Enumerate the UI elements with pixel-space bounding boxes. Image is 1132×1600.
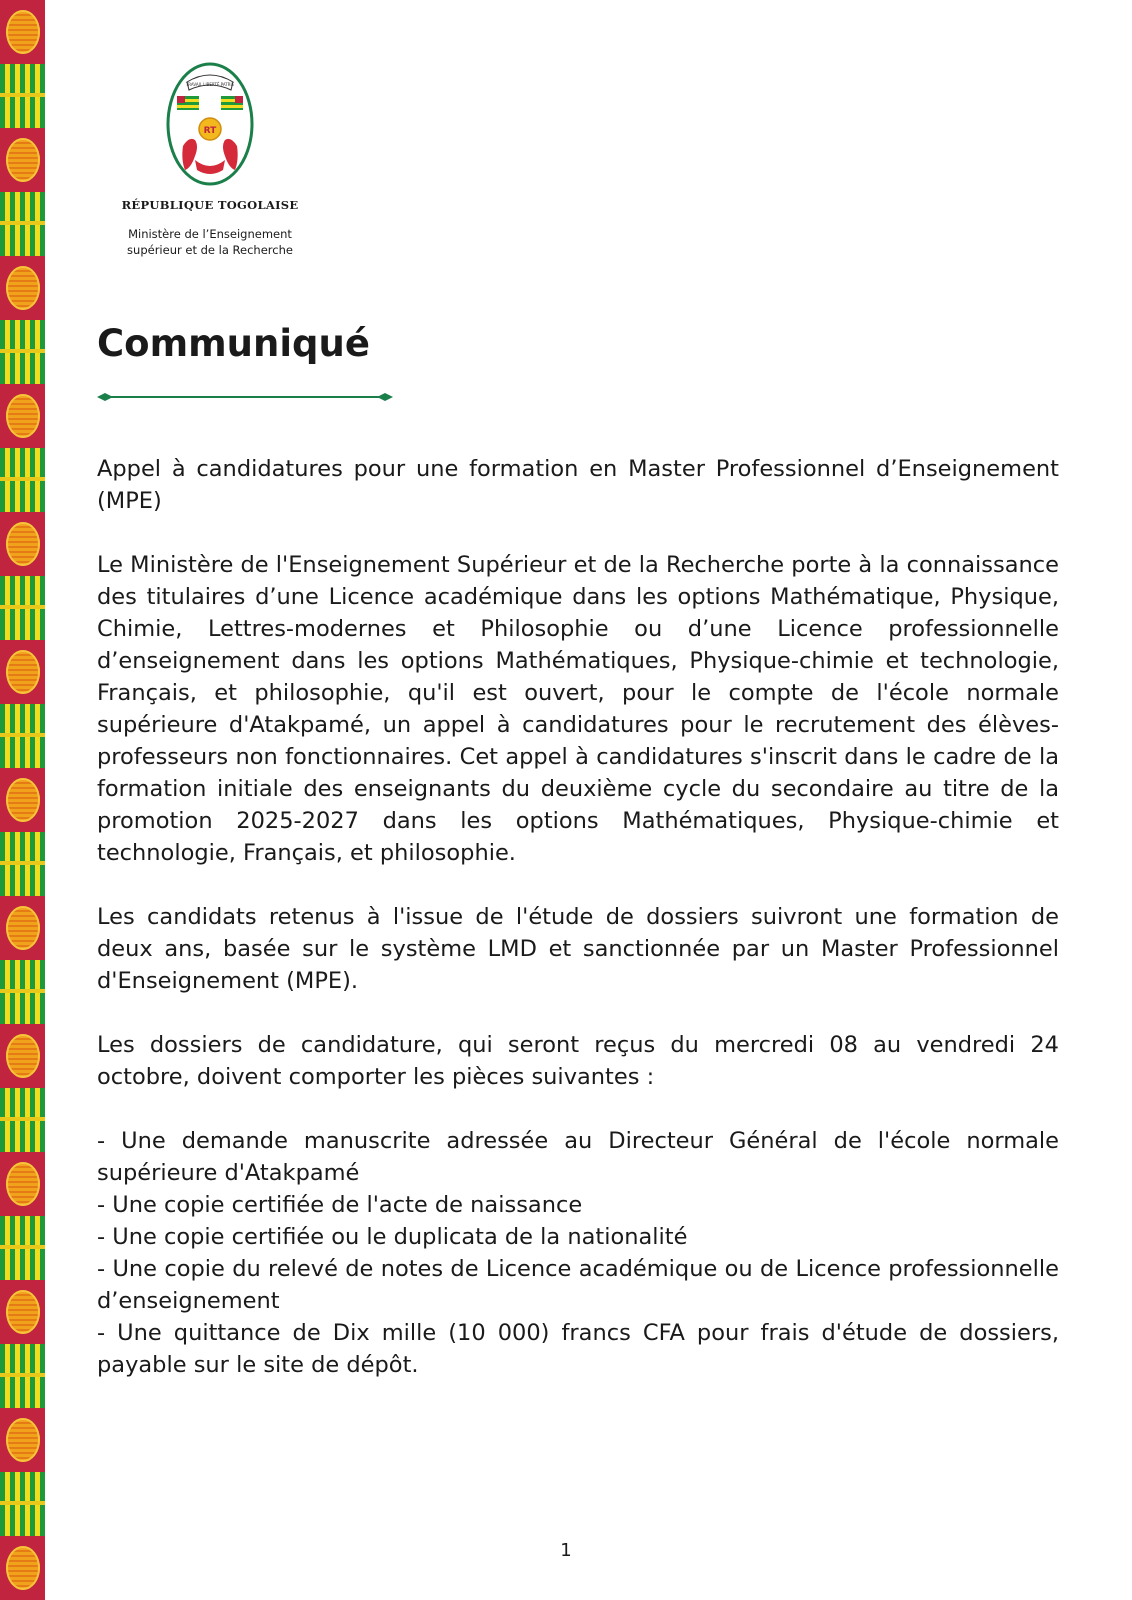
list-item: - Une copie du relevé de notes de Licence académique ou de Licence professionnelle d’enseignement (97, 1256, 1059, 1314)
subject-line: Appel à candidatures pour une formation en Master Professionnel d’Enseignement (MPE) (97, 456, 1059, 514)
border-stripe-tile (0, 1344, 45, 1408)
paragraph-application-dates: Les dossiers de candidature, qui seront reçus du mercredi 08 au vendredi 24 octobre, doivent comporter les pièces suivantes : (97, 1032, 1059, 1090)
border-stripe-tile (0, 576, 45, 640)
border-stripe-tile (0, 1216, 45, 1280)
border-sun-tile (0, 128, 45, 192)
border-stripe-tile (0, 704, 45, 768)
border-stripe-tile (0, 1088, 45, 1152)
border-sun-tile (0, 0, 45, 64)
ministry-line-2: supérieur et de la Recherche (127, 243, 293, 257)
border-sun-tile (0, 512, 45, 576)
requirements-list (97, 1125, 1059, 1381)
svg-text:RT: RT (203, 126, 217, 136)
border-sun-tile (0, 896, 45, 960)
document-body (97, 453, 1059, 1381)
border-sun-tile (0, 384, 45, 448)
border-sun-tile (0, 1152, 45, 1216)
list-item: - Une copie certifiée de l'acte de naissance (97, 1192, 583, 1218)
page-number: 1 (560, 1540, 572, 1561)
border-sun-tile (0, 640, 45, 704)
svg-text:TRAVAIL LIBERTÉ PATRIE: TRAVAIL LIBERTÉ PATRIE (185, 82, 235, 87)
border-stripe-tile (0, 192, 45, 256)
border-stripe-tile (0, 448, 45, 512)
border-stripe-tile (0, 960, 45, 1024)
ministry-name (112, 226, 308, 258)
paragraph-announcement: Le Ministère de l'Enseignement Supérieur et de la Recherche porte à la connaissance des titulaires d’une Licence académique dans les options Mathématique, Physique, Chimie, Lettres-modernes et Philosophie ou d’une Licence professionnelle d’enseignement dans les options Mathématiques, Physique-chimie et technologie, Français, et philosophie, qu'il est ouvert, pour le compte de l'école normale supérieure d'Atakpamé, un appel à candidatures pour le recrutement des élèves-professeurs non fonctionnaires. Cet appel à candidatures s'inscrit dans le cadre de la formation initiale des enseignants du deuxième cycle du secondaire au titre de la promotion 2025-2027 dans les options Mathématiques, Physique-chimie et technologie, Français, et philosophie. (97, 552, 1059, 866)
list-item: - Une demande manuscrite adressée au Directeur Général de l'école normale supérieure d'Atakpamé (97, 1128, 1059, 1186)
border-stripe-tile (0, 64, 45, 128)
republic-name: RÉPUBLIQUE TOGOLAISE (121, 198, 299, 212)
togo-coat-of-arms-icon (165, 60, 255, 188)
list-item: - Une quittance de Dix mille (10 000) francs CFA pour frais d'étude de dossiers, payable sur le site de dépôt. (97, 1320, 1059, 1378)
letterhead (112, 60, 308, 258)
border-sun-tile (0, 1408, 45, 1472)
border-stripe-tile (0, 1472, 45, 1536)
decorative-border (0, 0, 45, 1600)
border-stripe-tile (0, 832, 45, 896)
list-item: - Une copie certifiée ou le duplicata de la nationalité (97, 1224, 688, 1250)
paragraph-training: Les candidats retenus à l'issue de l'étude de dossiers suivront une formation de deux ans, basée sur le système LMD et sanctionnée par un Master Professionnel d'Enseignement (MPE). (97, 904, 1059, 994)
border-sun-tile (0, 256, 45, 320)
document-title: Communiqué (97, 322, 370, 365)
border-sun-tile (0, 1024, 45, 1088)
border-sun-tile (0, 1280, 45, 1344)
border-stripe-tile (0, 320, 45, 384)
title-divider (97, 391, 393, 403)
ministry-line-1: Ministère de l’Enseignement (128, 227, 292, 241)
border-sun-tile (0, 768, 45, 832)
